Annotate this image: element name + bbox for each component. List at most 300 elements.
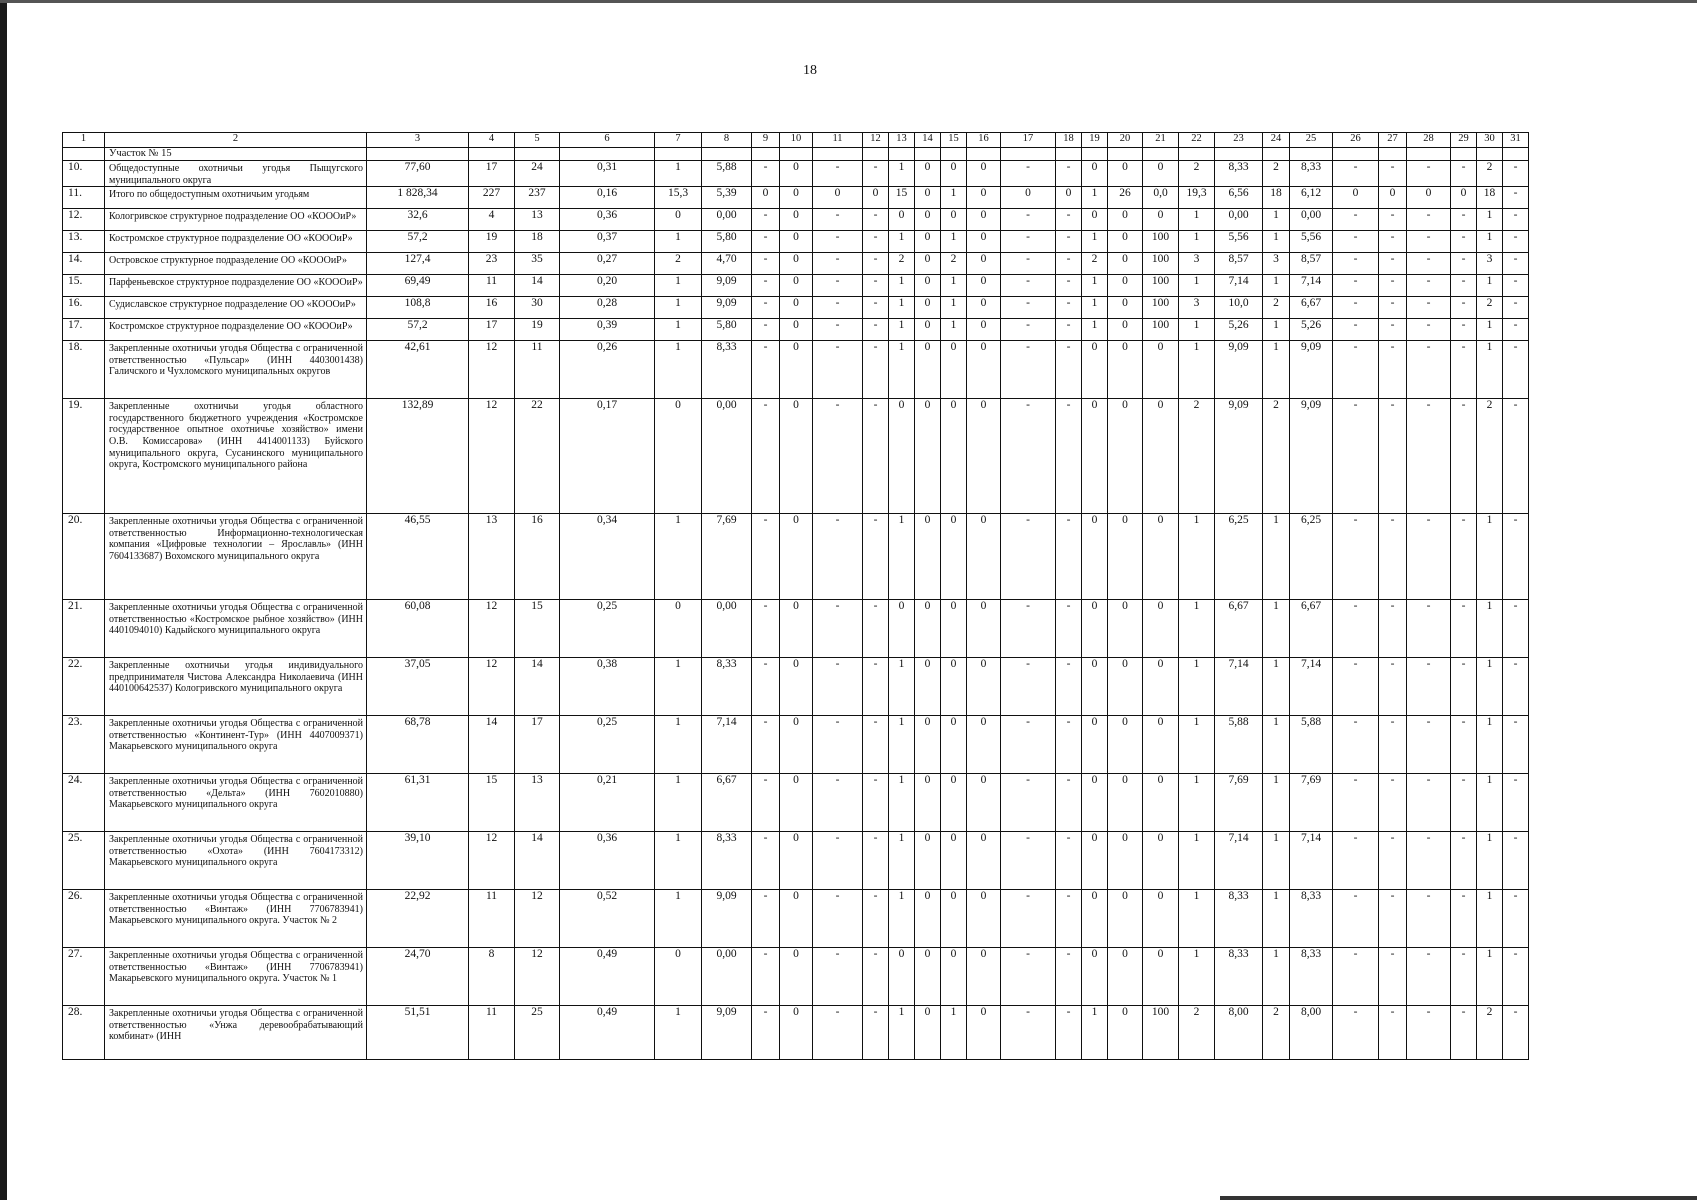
value-cell: -: [813, 1006, 863, 1060]
value-cell: -: [1056, 161, 1082, 187]
column-header: 31: [1503, 133, 1529, 148]
value-cell: 100: [1143, 297, 1179, 319]
value-cell: 0: [780, 832, 813, 890]
empty-cell: [469, 148, 515, 161]
table-row: [63, 399, 1529, 514]
column-header: 8: [702, 133, 752, 148]
value-cell: 0: [1108, 275, 1143, 297]
value-cell: -: [1503, 600, 1529, 658]
column-header: 22: [1179, 133, 1215, 148]
value-cell: 9,09: [702, 275, 752, 297]
value-cell: 0: [941, 514, 967, 600]
empty-cell: [1477, 148, 1503, 161]
value-cell: -: [752, 514, 780, 600]
value-cell: -: [1451, 319, 1477, 341]
value-cell: 11: [515, 341, 560, 399]
value-cell: -: [863, 716, 889, 774]
value-cell: -: [1056, 716, 1082, 774]
value-cell: 0: [967, 1006, 1001, 1060]
value-cell: 1: [941, 231, 967, 253]
value-cell: -: [1503, 658, 1529, 716]
value-cell: 1: [1263, 948, 1290, 1006]
value-cell: 0: [1143, 948, 1179, 1006]
value-cell: 37,05: [367, 658, 469, 716]
value-cell: 0,00: [702, 600, 752, 658]
row-name: Закрепленные охотничьи угодья индивидуального предпринимателя Чистова Александра Николаевича (ИНН 440100642537) Кологривского муниципального округа: [105, 658, 367, 716]
value-cell: -: [1379, 948, 1407, 1006]
value-cell: 1: [889, 890, 915, 948]
value-cell: 0,49: [560, 948, 655, 1006]
column-header: 11: [813, 133, 863, 148]
value-cell: -: [863, 514, 889, 600]
value-cell: -: [1451, 253, 1477, 275]
value-cell: 1: [1263, 658, 1290, 716]
value-cell: 8,00: [1215, 1006, 1263, 1060]
value-cell: 0: [915, 399, 941, 514]
value-cell: 1: [889, 514, 915, 600]
value-cell: 1: [1263, 890, 1290, 948]
value-cell: 100: [1143, 253, 1179, 275]
value-cell: -: [1333, 231, 1379, 253]
value-cell: 0: [1082, 161, 1108, 187]
value-cell: 1: [655, 774, 702, 832]
value-cell: 0: [1143, 399, 1179, 514]
value-cell: 13: [469, 514, 515, 600]
value-cell: -: [752, 275, 780, 297]
value-cell: -: [1379, 716, 1407, 774]
value-cell: 0: [1108, 399, 1143, 514]
value-cell: -: [863, 161, 889, 187]
value-cell: 1: [655, 890, 702, 948]
value-cell: 1: [655, 319, 702, 341]
value-cell: -: [752, 399, 780, 514]
value-cell: 8,33: [1290, 948, 1333, 1006]
value-cell: -: [813, 890, 863, 948]
value-cell: 1: [1179, 319, 1215, 341]
value-cell: 0: [967, 319, 1001, 341]
value-cell: -: [1407, 161, 1451, 187]
value-cell: 8,33: [1215, 161, 1263, 187]
value-cell: 7,69: [702, 514, 752, 600]
value-cell: 8,33: [1290, 161, 1333, 187]
value-cell: 0: [915, 600, 941, 658]
value-cell: 0: [1082, 948, 1108, 1006]
value-cell: -: [1056, 774, 1082, 832]
value-cell: 0,27: [560, 253, 655, 275]
value-cell: 0: [915, 319, 941, 341]
table-row: [63, 253, 1529, 275]
value-cell: -: [1056, 658, 1082, 716]
value-cell: 0: [1451, 187, 1477, 209]
value-cell: 12: [515, 948, 560, 1006]
value-cell: 15: [889, 187, 915, 209]
value-cell: -: [1001, 209, 1056, 231]
value-cell: 0: [1379, 187, 1407, 209]
value-cell: -: [1451, 774, 1477, 832]
value-cell: 0,25: [560, 716, 655, 774]
value-cell: -: [863, 275, 889, 297]
value-cell: -: [1001, 1006, 1056, 1060]
value-cell: 1: [1179, 716, 1215, 774]
value-cell: 12: [469, 399, 515, 514]
value-cell: 0: [967, 716, 1001, 774]
value-cell: -: [1333, 716, 1379, 774]
value-cell: -: [1407, 600, 1451, 658]
value-cell: 1: [889, 297, 915, 319]
value-cell: 60,08: [367, 600, 469, 658]
value-cell: 1: [1263, 514, 1290, 600]
value-cell: -: [752, 319, 780, 341]
value-cell: -: [863, 600, 889, 658]
value-cell: -: [863, 341, 889, 399]
value-cell: 8,57: [1215, 253, 1263, 275]
value-cell: -: [1407, 716, 1451, 774]
value-cell: 0: [1108, 319, 1143, 341]
row-name: Закрепленные охотничьи угодья Общества с ограниченной ответственностью Информационно-технологическая компания «Цифровые технологии – Ярославль» (ИНН 7604133687) Вохомского муниципального округа: [105, 514, 367, 600]
value-cell: 0,16: [560, 187, 655, 209]
value-cell: 1: [655, 297, 702, 319]
value-cell: 0: [915, 514, 941, 600]
value-cell: 0,36: [560, 209, 655, 231]
empty-cell: [1290, 148, 1333, 161]
row-name: Закрепленные охотничьи угодья Общества с ограниченной ответственностью «Пульсар» (ИНН 4403001438) Галичского и Чухломского муниципальных округов: [105, 341, 367, 399]
value-cell: 1: [889, 658, 915, 716]
value-cell: 0: [1108, 948, 1143, 1006]
value-cell: -: [1379, 832, 1407, 890]
value-cell: 0: [1108, 253, 1143, 275]
row-number: 22.: [63, 658, 105, 716]
row-number: 12.: [63, 209, 105, 231]
value-cell: 0: [1082, 600, 1108, 658]
empty-cell: [1179, 148, 1215, 161]
value-cell: 46,55: [367, 514, 469, 600]
value-cell: 1: [1477, 319, 1503, 341]
value-cell: 7,14: [1215, 832, 1263, 890]
value-cell: -: [1056, 948, 1082, 1006]
value-cell: 7,69: [1215, 774, 1263, 832]
value-cell: -: [813, 231, 863, 253]
value-cell: 11: [469, 275, 515, 297]
value-cell: -: [813, 319, 863, 341]
value-cell: 0: [1082, 209, 1108, 231]
value-cell: 15: [469, 774, 515, 832]
value-cell: -: [1503, 716, 1529, 774]
value-cell: -: [1407, 209, 1451, 231]
value-cell: -: [1379, 514, 1407, 600]
value-cell: 6,25: [1215, 514, 1263, 600]
value-cell: 77,60: [367, 161, 469, 187]
row-number: 11.: [63, 187, 105, 209]
value-cell: -: [1379, 1006, 1407, 1060]
value-cell: 11: [469, 1006, 515, 1060]
value-cell: -: [863, 319, 889, 341]
value-cell: 9,09: [1290, 341, 1333, 399]
value-cell: -: [752, 716, 780, 774]
value-cell: 1: [655, 832, 702, 890]
value-cell: -: [1333, 297, 1379, 319]
column-header: 17: [1001, 133, 1056, 148]
value-cell: 0,38: [560, 658, 655, 716]
value-cell: 1: [1263, 600, 1290, 658]
value-cell: 0: [780, 275, 813, 297]
value-cell: 12: [469, 600, 515, 658]
row-number: 25.: [63, 832, 105, 890]
empty-cell: [1379, 148, 1407, 161]
value-cell: 5,80: [702, 319, 752, 341]
scan-left-edge: [0, 0, 7, 1200]
value-cell: 0: [1108, 716, 1143, 774]
column-header: 7: [655, 133, 702, 148]
value-cell: 1: [1263, 341, 1290, 399]
section-title: Участок № 15: [105, 148, 367, 161]
value-cell: 26: [1108, 187, 1143, 209]
value-cell: -: [1407, 399, 1451, 514]
value-cell: 0: [752, 187, 780, 209]
value-cell: 1: [1263, 231, 1290, 253]
empty-cell: [1333, 148, 1379, 161]
value-cell: 0: [915, 209, 941, 231]
value-cell: 9,09: [1290, 399, 1333, 514]
value-cell: 6,12: [1290, 187, 1333, 209]
value-cell: 1: [889, 319, 915, 341]
value-cell: -: [1379, 341, 1407, 399]
value-cell: -: [863, 209, 889, 231]
data-table-wrapper: [62, 132, 1529, 1060]
value-cell: 0: [1108, 341, 1143, 399]
value-cell: 1: [655, 1006, 702, 1060]
column-header: 4: [469, 133, 515, 148]
value-cell: 8,00: [1290, 1006, 1333, 1060]
value-cell: 3: [1477, 253, 1503, 275]
value-cell: 0,21: [560, 774, 655, 832]
value-cell: 7,14: [1215, 275, 1263, 297]
value-cell: 9,09: [702, 297, 752, 319]
value-cell: -: [1056, 319, 1082, 341]
table-row: [63, 161, 1529, 187]
value-cell: 0: [1082, 514, 1108, 600]
column-header: 26: [1333, 133, 1379, 148]
value-cell: -: [1056, 253, 1082, 275]
value-cell: 1: [1179, 341, 1215, 399]
column-header: 10: [780, 133, 813, 148]
table-row: [63, 297, 1529, 319]
value-cell: 25: [515, 1006, 560, 1060]
value-cell: 16: [469, 297, 515, 319]
value-cell: 24,70: [367, 948, 469, 1006]
table-body: [63, 133, 1529, 1060]
column-header: 23: [1215, 133, 1263, 148]
column-header: 5: [515, 133, 560, 148]
empty-cell: [1056, 148, 1082, 161]
value-cell: -: [752, 890, 780, 948]
row-number: 26.: [63, 890, 105, 948]
value-cell: 0: [780, 187, 813, 209]
value-cell: 0: [1143, 514, 1179, 600]
value-cell: 1: [1263, 275, 1290, 297]
value-cell: 1: [1477, 948, 1503, 1006]
value-cell: -: [1451, 209, 1477, 231]
value-cell: 5,88: [1215, 716, 1263, 774]
value-cell: 22: [515, 399, 560, 514]
value-cell: 0,39: [560, 319, 655, 341]
value-cell: 0: [941, 832, 967, 890]
value-cell: -: [1001, 658, 1056, 716]
row-number: 28.: [63, 1006, 105, 1060]
section-number-cell: [63, 148, 105, 161]
value-cell: 14: [515, 658, 560, 716]
value-cell: -: [813, 774, 863, 832]
empty-cell: [1108, 148, 1143, 161]
value-cell: 0,34: [560, 514, 655, 600]
column-header: 14: [915, 133, 941, 148]
value-cell: 3: [1179, 253, 1215, 275]
value-cell: 1: [1477, 832, 1503, 890]
value-cell: 9,09: [1215, 341, 1263, 399]
value-cell: 1: [1263, 774, 1290, 832]
row-name: Закрепленные охотничьи угодья Общества с ограниченной ответственностью «Винтаж» (ИНН 7706783941) Макарьевского муниципального округа. Участок № 1: [105, 948, 367, 1006]
value-cell: 1: [889, 774, 915, 832]
value-cell: 2: [1263, 297, 1290, 319]
value-cell: 0,00: [702, 209, 752, 231]
value-cell: 0: [780, 161, 813, 187]
value-cell: 0: [915, 1006, 941, 1060]
header-row: [63, 133, 1529, 148]
value-cell: -: [1379, 231, 1407, 253]
value-cell: 57,2: [367, 231, 469, 253]
empty-cell: [560, 148, 655, 161]
value-cell: 1: [655, 658, 702, 716]
value-cell: -: [1333, 275, 1379, 297]
value-cell: 24: [515, 161, 560, 187]
value-cell: -: [1001, 948, 1056, 1006]
value-cell: 0: [889, 600, 915, 658]
value-cell: 12: [515, 890, 560, 948]
value-cell: -: [1379, 275, 1407, 297]
value-cell: 14: [469, 716, 515, 774]
value-cell: 5,80: [702, 231, 752, 253]
value-cell: 0: [1108, 832, 1143, 890]
value-cell: -: [1001, 832, 1056, 890]
empty-cell: [941, 148, 967, 161]
value-cell: -: [1379, 890, 1407, 948]
column-header: 30: [1477, 133, 1503, 148]
value-cell: 0: [1143, 774, 1179, 832]
value-cell: 0: [655, 209, 702, 231]
empty-cell: [1215, 148, 1263, 161]
value-cell: -: [1503, 297, 1529, 319]
value-cell: -: [1503, 948, 1529, 1006]
value-cell: -: [1056, 297, 1082, 319]
value-cell: -: [1333, 832, 1379, 890]
value-cell: -: [1451, 341, 1477, 399]
value-cell: 1: [655, 231, 702, 253]
value-cell: 2: [1263, 1006, 1290, 1060]
value-cell: -: [863, 297, 889, 319]
value-cell: -: [1407, 1006, 1451, 1060]
empty-cell: [967, 148, 1001, 161]
column-header: 21: [1143, 133, 1179, 148]
column-header: 3: [367, 133, 469, 148]
value-cell: -: [1407, 253, 1451, 275]
value-cell: 0: [941, 209, 967, 231]
value-cell: -: [813, 514, 863, 600]
value-cell: 22,92: [367, 890, 469, 948]
value-cell: -: [1503, 399, 1529, 514]
row-number: 13.: [63, 231, 105, 253]
value-cell: 51,51: [367, 1006, 469, 1060]
row-name: Закрепленные охотничьи угодья Общества с ограниченной ответственностью «Континент-Тур» (ИНН 4407009371) Макарьевского муниципального округа: [105, 716, 367, 774]
value-cell: 0: [780, 297, 813, 319]
value-cell: 1: [1477, 890, 1503, 948]
value-cell: 1: [655, 341, 702, 399]
value-cell: 1: [941, 297, 967, 319]
value-cell: -: [1333, 890, 1379, 948]
value-cell: -: [1451, 716, 1477, 774]
value-cell: 4: [469, 209, 515, 231]
value-cell: -: [752, 161, 780, 187]
value-cell: -: [1333, 209, 1379, 231]
empty-cell: [655, 148, 702, 161]
value-cell: 2: [889, 253, 915, 275]
value-cell: 0: [1143, 161, 1179, 187]
value-cell: -: [1503, 187, 1529, 209]
value-cell: -: [1451, 231, 1477, 253]
value-cell: -: [1001, 399, 1056, 514]
value-cell: 0: [915, 890, 941, 948]
row-name: Общедоступные охотничьи угодья Пыщугского муниципального округа: [105, 161, 367, 187]
value-cell: -: [1407, 319, 1451, 341]
value-cell: 0,00: [702, 948, 752, 1006]
value-cell: 1: [1477, 658, 1503, 716]
column-header: 29: [1451, 133, 1477, 148]
value-cell: 19: [515, 319, 560, 341]
value-cell: 0,00: [1215, 209, 1263, 231]
value-cell: 0: [915, 948, 941, 1006]
value-cell: 18: [1477, 187, 1503, 209]
value-cell: 1: [1082, 187, 1108, 209]
value-cell: 3: [1263, 253, 1290, 275]
value-cell: 0: [1108, 209, 1143, 231]
value-cell: -: [1407, 341, 1451, 399]
value-cell: 1: [1477, 514, 1503, 600]
value-cell: 0: [915, 253, 941, 275]
value-cell: -: [863, 658, 889, 716]
value-cell: -: [1451, 275, 1477, 297]
value-cell: 1: [1263, 832, 1290, 890]
value-cell: -: [1503, 275, 1529, 297]
value-cell: -: [752, 948, 780, 1006]
value-cell: -: [813, 399, 863, 514]
column-header: 25: [1290, 133, 1333, 148]
value-cell: -: [1503, 209, 1529, 231]
value-cell: 8,33: [702, 341, 752, 399]
value-cell: 1: [1179, 948, 1215, 1006]
row-name: Островское структурное подразделение ОО «КООOиР»: [105, 253, 367, 275]
empty-cell: [915, 148, 941, 161]
value-cell: -: [813, 161, 863, 187]
value-cell: -: [1001, 774, 1056, 832]
value-cell: -: [1451, 514, 1477, 600]
value-cell: -: [1056, 275, 1082, 297]
value-cell: 0: [780, 658, 813, 716]
value-cell: -: [1001, 275, 1056, 297]
value-cell: 2: [1477, 399, 1503, 514]
table-row: [63, 658, 1529, 716]
value-cell: 1: [1179, 600, 1215, 658]
value-cell: -: [1001, 161, 1056, 187]
value-cell: -: [1056, 209, 1082, 231]
value-cell: 1: [889, 832, 915, 890]
